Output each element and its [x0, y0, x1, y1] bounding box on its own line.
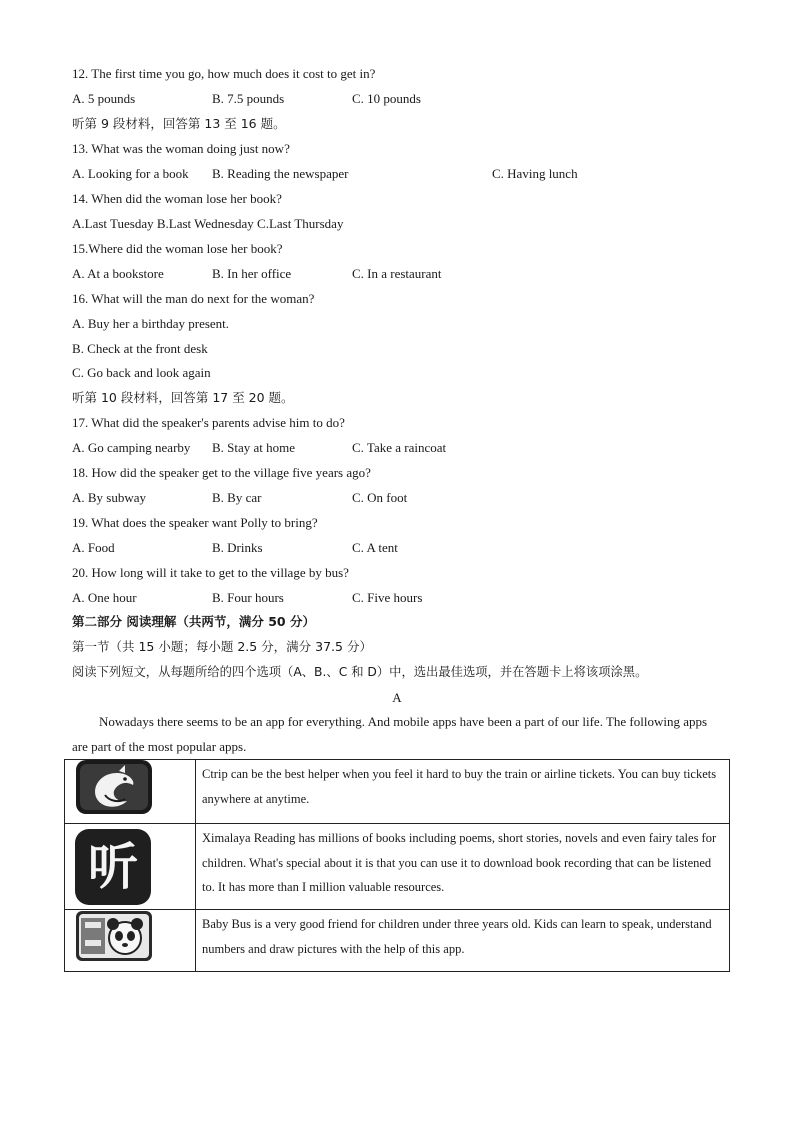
question-17: 17. What did the speaker's parents advise him to do?: [72, 415, 345, 430]
q19-option-b: B. Drinks: [212, 540, 263, 555]
question-16: 16. What will the man do next for the woman?: [72, 291, 315, 306]
q18-option-a: A. By subway: [72, 490, 147, 505]
reading-instruction: 阅读下列短文，从每题所给的四个选项（A、B.、C 和 D）中，选出最佳选项，并在答题卡上将该项涂黑。: [72, 665, 648, 679]
q12-option-c: C. 10 pounds: [352, 91, 421, 106]
q18-option-b: B. By car: [212, 490, 262, 505]
q17-option-a: A. Go camping nearby: [72, 440, 191, 455]
table-row: [65, 910, 730, 972]
q20-option-c: C. Five hours: [352, 590, 423, 605]
q20-option-b: B. Four hours: [212, 590, 284, 605]
table-row: [65, 760, 730, 824]
section-10-instruction: 听第 10 段材料，回答第 17 至 20 题。: [72, 390, 294, 405]
app-description-ctrip: Ctrip can be the best helper when you feel it hard to buy the train or airline tickets. You can buy tickets anywhere at anytime.: [196, 760, 730, 824]
section-1-heading: 第一节（共 15 小题；每小题 2.5 分，满分 37.5 分）: [72, 639, 372, 654]
q12-option-b: B. 7.5 pounds: [212, 91, 285, 106]
q16-option-c: C. Go back and look again: [72, 365, 211, 380]
question-14: 14. When did the woman lose her book?: [72, 191, 282, 206]
apps-table: [64, 759, 730, 972]
q19-option-c: C. A tent: [352, 540, 398, 555]
app-description-babybus: Baby Bus is a very good friend for children under three years old. Kids can learn to speak, understand numbers and draw pictures with the help of this app.: [196, 910, 730, 972]
question-12: 12. The first time you go, how much does it cost to get in?: [72, 66, 376, 81]
table-row: [65, 824, 730, 910]
question-18: 18. How did the speaker get to the village five years ago?: [72, 465, 371, 480]
q15-option-a: A. At a bookstore: [72, 266, 164, 281]
q19-option-a: A. Food: [72, 540, 115, 555]
panda-icon: [75, 910, 153, 971]
ting-character-icon: [75, 829, 151, 905]
q13-option-c: C. Having lunch: [492, 166, 578, 181]
q14-options: A.Last Tuesday B.Last Wednesday C.Last Thursday: [72, 216, 344, 231]
question-13: 13. What was the woman doing just now?: [72, 141, 290, 156]
q16-option-b: B. Check at the front desk: [72, 341, 208, 356]
q15-option-b: B. In her office: [212, 266, 292, 281]
q20-option-a: A. One hour: [72, 590, 137, 605]
app-icon-cell: [65, 760, 196, 824]
question-20: 20. How long will it take to get to the village by bus?: [72, 565, 349, 580]
q18-option-c: C. On foot: [352, 490, 408, 505]
ting-glyph: 听: [88, 837, 138, 896]
app-icon-cell: [65, 824, 196, 910]
q17-option-c: C. Take a raincoat: [352, 440, 447, 455]
q13-option-a: A. Looking for a book: [72, 166, 189, 181]
q12-option-a: A. 5 pounds: [72, 91, 136, 106]
section-9-instruction: 听第 9 段材料，回答第 13 至 16 题。: [72, 116, 286, 131]
q15-option-c: C. In a restaurant: [352, 266, 442, 281]
app-icon-cell: [65, 910, 196, 972]
passage-label: A: [392, 690, 402, 705]
q17-option-b: B. Stay at home: [212, 440, 296, 455]
question-15: 15.Where did the woman lose her book?: [72, 241, 283, 256]
part-2-title: 第二部分 阅读理解（共两节，满分 50 分）: [72, 614, 315, 629]
q16-option-a: A. Buy her a birthday present.: [72, 316, 230, 331]
app-description-ximalaya: Ximalaya Reading has millions of books including poems, short stories, novels and even fairy tales for children. What's special about it is that you can use it to download book recording that can be listened to. It has more than I million valuable resources.: [196, 824, 730, 910]
passage-intro: Nowadays there seems to be an app for everything. And mobile apps have been a part of our life. The following apps are part of the most popular apps.: [72, 714, 708, 754]
q13-option-b: B. Reading the newspaper: [212, 166, 349, 181]
question-19: 19. What does the speaker want Polly to bring?: [72, 515, 318, 530]
dolphin-icon: [75, 759, 153, 824]
